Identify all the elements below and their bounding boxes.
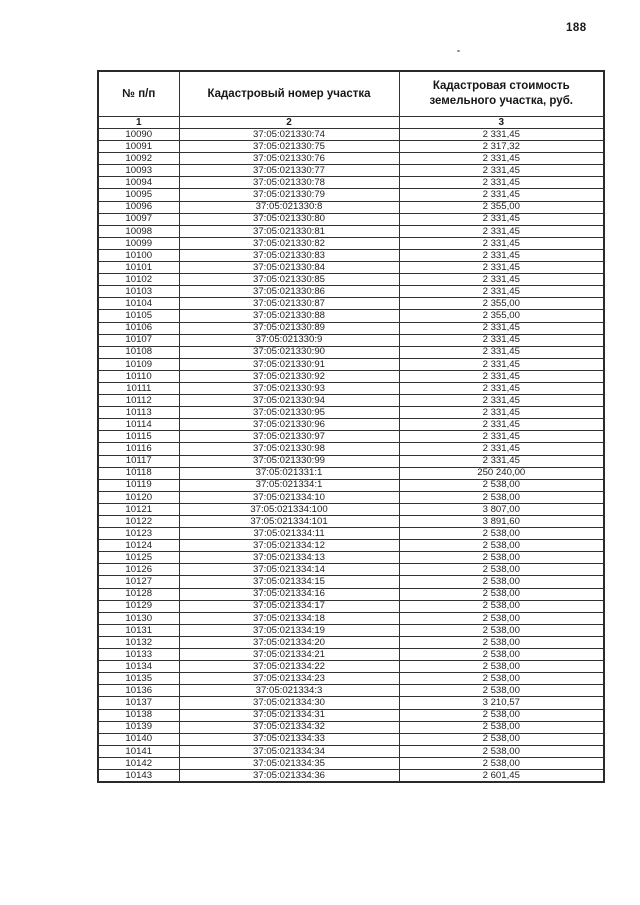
cadastral-value-cell: 2 331,45 (399, 382, 604, 394)
cadastral-value-cell: 2 538,00 (399, 588, 604, 600)
cadastral-value-cell: 2 538,00 (399, 491, 604, 503)
row-number-cell: 10128 (98, 588, 179, 600)
cadastral-number-cell: 37:05:021334:34 (179, 745, 399, 757)
cadastral-value-cell: 2 317,32 (399, 141, 604, 153)
table-row (98, 201, 604, 213)
row-number-cell: 10096 (98, 201, 179, 213)
cadastral-value-cell: 2 331,45 (399, 225, 604, 237)
cadastral-number-cell: 37:05:021334:13 (179, 552, 399, 564)
row-number-cell: 10142 (98, 757, 179, 769)
cadastral-value-cell: 2 331,45 (399, 334, 604, 346)
header-row (98, 71, 604, 117)
row-number-cell: 10132 (98, 636, 179, 648)
table-row (98, 721, 604, 733)
table-row (98, 528, 604, 540)
table-row (98, 274, 604, 286)
row-number-cell: 10103 (98, 286, 179, 298)
cadastral-number-cell: 37:05:021330:90 (179, 346, 399, 358)
cadastral-value-cell: 3 210,57 (399, 697, 604, 709)
row-number-cell: 10115 (98, 431, 179, 443)
cadastral-number-cell: 37:05:021334:1 (179, 479, 399, 491)
cadastral-value-cell: 2 538,00 (399, 636, 604, 648)
row-number-cell: 10090 (98, 129, 179, 141)
cadastral-number-cell: 37:05:021334:14 (179, 564, 399, 576)
cadastral-number-cell: 37:05:021330:86 (179, 286, 399, 298)
table-header (98, 71, 604, 129)
cadastral-number-cell: 37:05:021330:79 (179, 189, 399, 201)
cadastral-value-cell: 2 331,45 (399, 370, 604, 382)
cadastral-number-cell: 37:05:021334:35 (179, 757, 399, 769)
column-number-2: 2 (179, 117, 399, 129)
table-row (98, 733, 604, 745)
row-number-cell: 10110 (98, 370, 179, 382)
column-number-3: 3 (399, 117, 604, 129)
page-number: 188 (566, 22, 587, 34)
cadastral-value-cell: 2 331,45 (399, 407, 604, 419)
cadastral-value-cell: 2 355,00 (399, 310, 604, 322)
cadastral-number-cell: 37:05:021330:85 (179, 274, 399, 286)
cadastral-value-cell: 2 538,00 (399, 661, 604, 673)
row-number-cell: 10143 (98, 769, 179, 782)
table-row (98, 322, 604, 334)
row-number-cell: 10091 (98, 141, 179, 153)
table-row (98, 225, 604, 237)
cadastral-value-cell: 2 331,45 (399, 213, 604, 225)
cadastral-value-cell: 2 331,45 (399, 358, 604, 370)
cadastral-number-cell: 37:05:021330:81 (179, 225, 399, 237)
cadastral-number-cell: 37:05:021330:78 (179, 177, 399, 189)
cadastral-number-cell: 37:05:021330:98 (179, 443, 399, 455)
cadastral-value-cell: 2 331,45 (399, 153, 604, 165)
table-row (98, 177, 604, 189)
row-number-cell: 10114 (98, 419, 179, 431)
table-row (98, 612, 604, 624)
cadastral-value-cell: 2 538,00 (399, 721, 604, 733)
table-row (98, 479, 604, 491)
row-number-cell: 10098 (98, 225, 179, 237)
table-row (98, 407, 604, 419)
cadastral-number-cell: 37:05:021334:21 (179, 649, 399, 661)
cadastral-value-cell: 2 331,45 (399, 249, 604, 261)
row-number-cell: 10113 (98, 407, 179, 419)
row-number-cell: 10120 (98, 491, 179, 503)
cadastral-value-cell: 2 331,45 (399, 129, 604, 141)
cadastral-number-cell: 37:05:021331:1 (179, 467, 399, 479)
row-number-cell: 10106 (98, 322, 179, 334)
row-number-cell: 10111 (98, 382, 179, 394)
cadastral-value-cell: 2 331,45 (399, 419, 604, 431)
cadastral-number-cell: 37:05:021334:31 (179, 709, 399, 721)
row-number-cell: 10117 (98, 455, 179, 467)
cadastral-value-cell: 2 538,00 (399, 479, 604, 491)
table-row (98, 370, 604, 382)
header-row-number: № п/п (98, 71, 179, 117)
table-row (98, 709, 604, 721)
cadastral-number-cell: 37:05:021330:76 (179, 153, 399, 165)
cadastral-number-cell: 37:05:021334:22 (179, 661, 399, 673)
cadastral-value-cell: 2 601,45 (399, 769, 604, 782)
table-row (98, 516, 604, 528)
table-row (98, 334, 604, 346)
cadastral-value-cell: 2 331,45 (399, 165, 604, 177)
table-row (98, 624, 604, 636)
cadastral-number-cell: 37:05:021330:8 (179, 201, 399, 213)
cadastral-value-cell: 2 538,00 (399, 757, 604, 769)
cadastral-value-cell: 2 331,45 (399, 262, 604, 274)
table-row (98, 661, 604, 673)
row-number-cell: 10116 (98, 443, 179, 455)
table-row (98, 141, 604, 153)
cadastral-number-cell: 37:05:021330:97 (179, 431, 399, 443)
cadastral-number-cell: 37:05:021330:99 (179, 455, 399, 467)
column-number-1: 1 (98, 117, 179, 129)
table-row (98, 165, 604, 177)
cadastral-number-cell: 37:05:021330:96 (179, 419, 399, 431)
row-number-cell: 10141 (98, 745, 179, 757)
table-row (98, 153, 604, 165)
table-row (98, 455, 604, 467)
cadastral-number-cell: 37:05:021334:12 (179, 540, 399, 552)
cadastral-value-cell: 2 538,00 (399, 612, 604, 624)
table-row (98, 769, 604, 782)
table-row (98, 697, 604, 709)
cadastral-number-cell: 37:05:021334:10 (179, 491, 399, 503)
table-row (98, 358, 604, 370)
row-number-cell: 10130 (98, 612, 179, 624)
table-row (98, 213, 604, 225)
table-body (98, 129, 604, 783)
table-row (98, 395, 604, 407)
cadastral-value-cell: 2 538,00 (399, 576, 604, 588)
table-row (98, 552, 604, 564)
cadastral-number-cell: 37:05:021330:77 (179, 165, 399, 177)
table-row (98, 129, 604, 141)
row-number-cell: 10131 (98, 624, 179, 636)
cadastral-value-cell: 2 331,45 (399, 177, 604, 189)
row-number-cell: 10122 (98, 516, 179, 528)
row-number-cell: 10140 (98, 733, 179, 745)
table-row (98, 564, 604, 576)
cadastral-value-cell: 2 538,00 (399, 685, 604, 697)
cadastral-number-cell: 37:05:021330:87 (179, 298, 399, 310)
table-row (98, 443, 604, 455)
cadastral-number-cell: 37:05:021330:94 (179, 395, 399, 407)
table-row (98, 503, 604, 515)
cadastral-number-cell: 37:05:021330:88 (179, 310, 399, 322)
table-row (98, 286, 604, 298)
cadastral-value-cell: 2 331,45 (399, 189, 604, 201)
cadastral-value-cell: 3 891,60 (399, 516, 604, 528)
table-row (98, 346, 604, 358)
row-number-cell: 10134 (98, 661, 179, 673)
cadastral-value-cell: 2 331,45 (399, 286, 604, 298)
table-row (98, 249, 604, 261)
cadastral-number-cell: 37:05:021334:23 (179, 673, 399, 685)
row-number-cell: 10109 (98, 358, 179, 370)
row-number-cell: 10137 (98, 697, 179, 709)
row-number-cell: 10124 (98, 540, 179, 552)
cadastral-number-cell: 37:05:021330:92 (179, 370, 399, 382)
cadastral-number-cell: 37:05:021330:82 (179, 237, 399, 249)
cadastral-value-cell: 2 331,45 (399, 431, 604, 443)
table-row (98, 757, 604, 769)
cadastral-number-cell: 37:05:021330:75 (179, 141, 399, 153)
row-number-cell: 10102 (98, 274, 179, 286)
column-number-row (98, 117, 604, 129)
header-cadastral-value: Кадастровая стоимость земельного участка, руб. (399, 71, 604, 117)
table-row (98, 600, 604, 612)
cadastral-value-cell: 2 355,00 (399, 201, 604, 213)
cadastral-number-cell: 37:05:021334:11 (179, 528, 399, 540)
row-number-cell: 10107 (98, 334, 179, 346)
table-row (98, 189, 604, 201)
scan-artifact-speck (457, 50, 460, 52)
cadastral-value-cell: 2 538,00 (399, 733, 604, 745)
cadastral-number-cell: 37:05:021330:91 (179, 358, 399, 370)
row-number-cell: 10105 (98, 310, 179, 322)
row-number-cell: 10139 (98, 721, 179, 733)
table-row (98, 467, 604, 479)
cadastral-number-cell: 37:05:021330:84 (179, 262, 399, 274)
cadastral-value-cell: 2 331,45 (399, 274, 604, 286)
cadastral-value-cell: 2 331,45 (399, 322, 604, 334)
table-row (98, 298, 604, 310)
cadastral-value-cell: 250 240,00 (399, 467, 604, 479)
table-row (98, 310, 604, 322)
row-number-cell: 10135 (98, 673, 179, 685)
cadastral-number-cell: 37:05:021334:3 (179, 685, 399, 697)
table-row (98, 745, 604, 757)
cadastral-number-cell: 37:05:021334:30 (179, 697, 399, 709)
table-row (98, 419, 604, 431)
row-number-cell: 10094 (98, 177, 179, 189)
cadastral-value-cell: 2 331,45 (399, 237, 604, 249)
cadastral-value-cell: 2 538,00 (399, 564, 604, 576)
cadastral-number-cell: 37:05:021330:83 (179, 249, 399, 261)
cadastral-number-cell: 37:05:021334:32 (179, 721, 399, 733)
cadastral-table (97, 70, 605, 783)
cadastral-value-cell: 2 538,00 (399, 552, 604, 564)
cadastral-number-cell: 37:05:021330:95 (179, 407, 399, 419)
cadastral-value-cell: 2 538,00 (399, 745, 604, 757)
cadastral-number-cell: 37:05:021330:89 (179, 322, 399, 334)
row-number-cell: 10092 (98, 153, 179, 165)
table-row (98, 673, 604, 685)
row-number-cell: 10121 (98, 503, 179, 515)
table-row (98, 382, 604, 394)
table-row (98, 491, 604, 503)
cadastral-value-cell: 2 538,00 (399, 649, 604, 661)
row-number-cell: 10099 (98, 237, 179, 249)
cadastral-value-cell: 2 538,00 (399, 540, 604, 552)
cadastral-number-cell: 37:05:021334:19 (179, 624, 399, 636)
row-number-cell: 10133 (98, 649, 179, 661)
row-number-cell: 10125 (98, 552, 179, 564)
cadastral-value-cell: 2 538,00 (399, 709, 604, 721)
row-number-cell: 10100 (98, 249, 179, 261)
cadastral-value-cell: 2 538,00 (399, 624, 604, 636)
cadastral-number-cell: 37:05:021334:33 (179, 733, 399, 745)
row-number-cell: 10101 (98, 262, 179, 274)
cadastral-number-cell: 37:05:021330:93 (179, 382, 399, 394)
table-row (98, 649, 604, 661)
cadastral-number-cell: 37:05:021334:15 (179, 576, 399, 588)
row-number-cell: 10112 (98, 395, 179, 407)
header-cadastral-number: Кадастровый номер участка (179, 71, 399, 117)
table-row (98, 636, 604, 648)
row-number-cell: 10095 (98, 189, 179, 201)
cadastral-value-cell: 2 538,00 (399, 600, 604, 612)
cadastral-value-cell: 2 355,00 (399, 298, 604, 310)
cadastral-number-cell: 37:05:021330:80 (179, 213, 399, 225)
table-row (98, 237, 604, 249)
row-number-cell: 10127 (98, 576, 179, 588)
table-row (98, 262, 604, 274)
row-number-cell: 10104 (98, 298, 179, 310)
cadastral-value-cell: 2 331,45 (399, 346, 604, 358)
cadastral-value-cell: 2 331,45 (399, 395, 604, 407)
row-number-cell: 10123 (98, 528, 179, 540)
table-row (98, 588, 604, 600)
table-row (98, 576, 604, 588)
cadastral-value-cell: 2 331,45 (399, 455, 604, 467)
row-number-cell: 10118 (98, 467, 179, 479)
row-number-cell: 10119 (98, 479, 179, 491)
cadastral-number-cell: 37:05:021330:74 (179, 129, 399, 141)
row-number-cell: 10108 (98, 346, 179, 358)
cadastral-value-cell: 2 331,45 (399, 443, 604, 455)
cadastral-number-cell: 37:05:021334:20 (179, 636, 399, 648)
cadastral-number-cell: 37:05:021334:101 (179, 516, 399, 528)
cadastral-value-cell: 3 807,00 (399, 503, 604, 515)
cadastral-number-cell: 37:05:021334:18 (179, 612, 399, 624)
table-row (98, 685, 604, 697)
cadastral-number-cell: 37:05:021334:16 (179, 588, 399, 600)
row-number-cell: 10126 (98, 564, 179, 576)
row-number-cell: 10138 (98, 709, 179, 721)
row-number-cell: 10136 (98, 685, 179, 697)
cadastral-value-cell: 2 538,00 (399, 673, 604, 685)
cadastral-number-cell: 37:05:021334:100 (179, 503, 399, 515)
row-number-cell: 10129 (98, 600, 179, 612)
cadastral-value-cell: 2 538,00 (399, 528, 604, 540)
table-row (98, 540, 604, 552)
table-row (98, 431, 604, 443)
cadastral-number-cell: 37:05:021330:9 (179, 334, 399, 346)
cadastral-number-cell: 37:05:021334:36 (179, 769, 399, 782)
row-number-cell: 10093 (98, 165, 179, 177)
row-number-cell: 10097 (98, 213, 179, 225)
cadastral-number-cell: 37:05:021334:17 (179, 600, 399, 612)
